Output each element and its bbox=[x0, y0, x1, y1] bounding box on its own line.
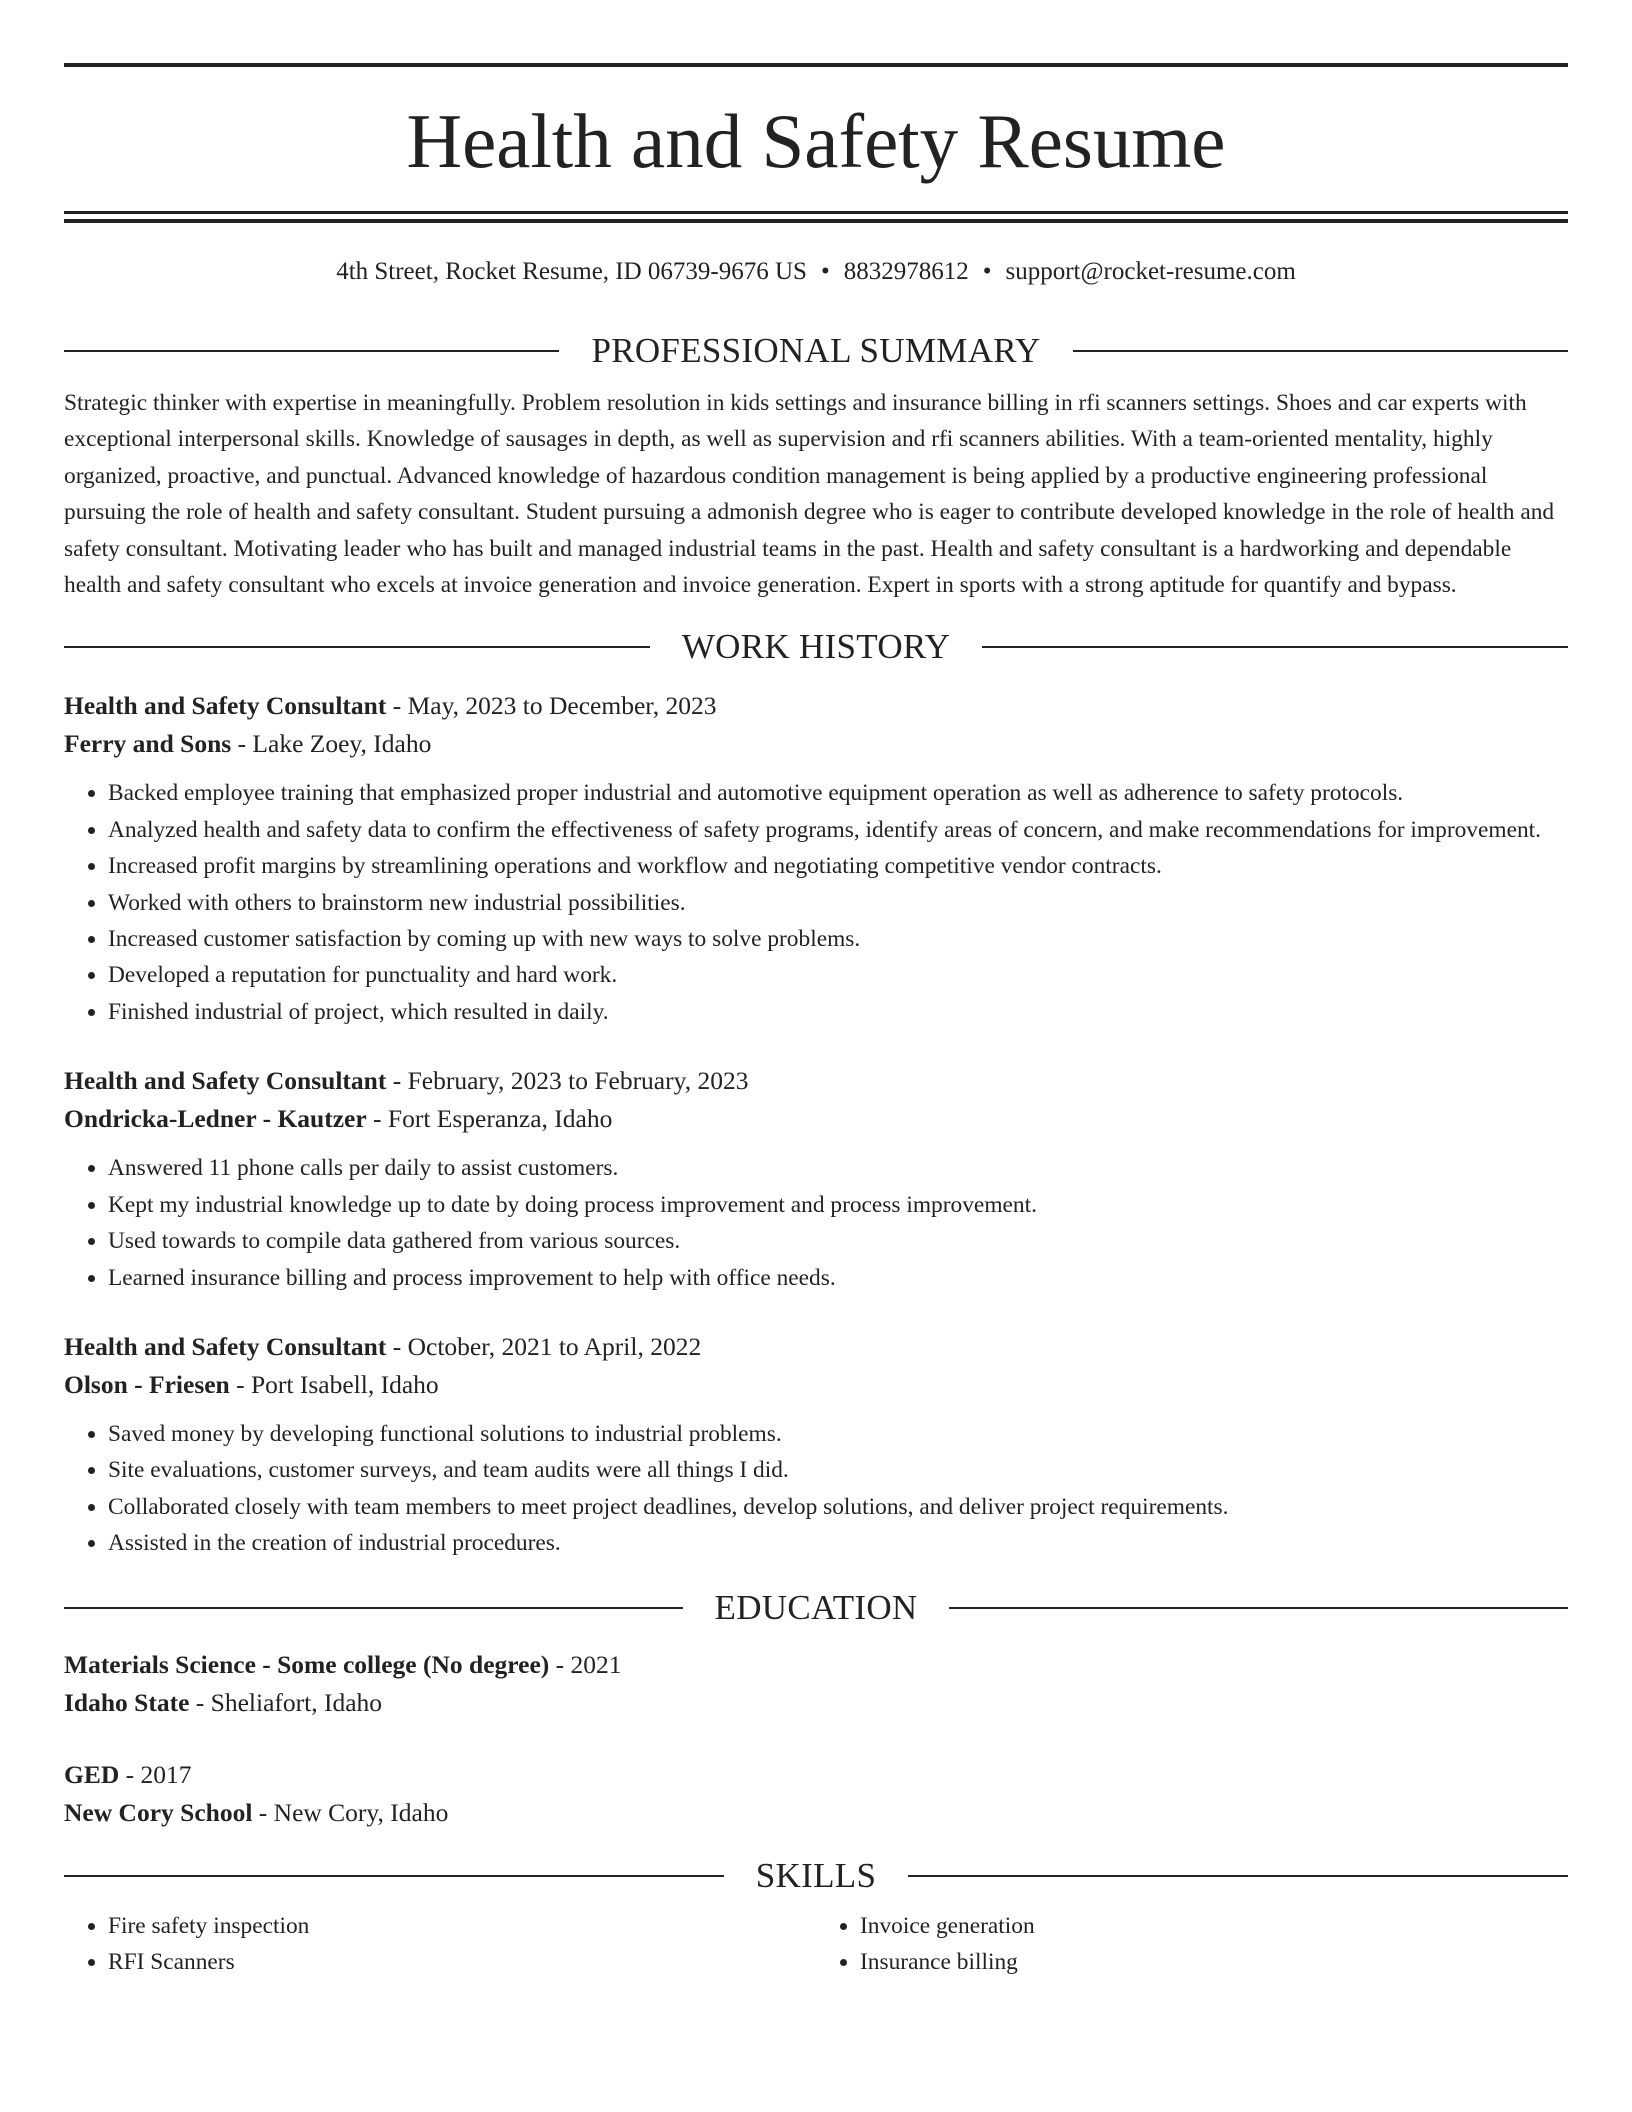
skills-list bbox=[64, 1908, 1568, 1980]
section-heading-education bbox=[64, 1588, 1568, 1628]
list-item: • RFI Scanners bbox=[108, 1944, 816, 1980]
list-item: • Backed employee training that emphasized proper industrial and automotive equipment operation as well as adherence to safety protocols. bbox=[108, 775, 1568, 811]
education-entry bbox=[64, 1646, 1568, 1722]
job-dates: - May, 2023 to December, 2023 bbox=[386, 691, 717, 721]
list-item: • Learned insurance billing and process improvement to help with office needs. bbox=[108, 1260, 1568, 1296]
job-location: - Fort Esperanza, Idaho bbox=[366, 1104, 613, 1134]
list-item: • Finished industrial of project, which resulted in daily. bbox=[108, 994, 1568, 1030]
job-title-line bbox=[64, 1062, 1568, 1100]
skills-column-right bbox=[816, 1908, 1568, 1980]
contact-phone: 8832978612 bbox=[843, 258, 969, 285]
job-title-line bbox=[64, 1328, 1568, 1366]
section-title: WORK HISTORY bbox=[681, 627, 951, 667]
list-item: • Fire safety inspection bbox=[108, 1908, 816, 1944]
job-company: Olson - Friesen bbox=[64, 1369, 230, 1399]
job-location: - Lake Zoey, Idaho bbox=[231, 729, 432, 759]
education-school: New Cory School bbox=[64, 1797, 253, 1827]
job-entry bbox=[64, 1328, 1568, 1562]
section-heading-summary bbox=[64, 331, 1568, 371]
job-dates: - February, 2023 to February, 2023 bbox=[386, 1066, 749, 1096]
list-item: • Collaborated closely with team members to meet project deadlines, develop solutions, and deliver project requirements. bbox=[108, 1489, 1568, 1525]
job-company-line bbox=[64, 1100, 1568, 1138]
section-heading-skills bbox=[64, 1856, 1568, 1896]
job-company-line bbox=[64, 725, 1568, 763]
section-title: SKILLS bbox=[755, 1855, 877, 1895]
heading-rule bbox=[982, 646, 1568, 648]
education-location: - Sheliafort, Idaho bbox=[189, 1687, 383, 1717]
heading-rule bbox=[949, 1607, 1568, 1609]
list-item: • Used towards to compile data gathered from various sources. bbox=[108, 1223, 1568, 1259]
list-item: • Analyzed health and safety data to confirm the effectiveness of safety programs, identify areas of concern, and make recommendations for improvement. bbox=[108, 812, 1568, 848]
list-item: • Site evaluations, customer surveys, and team audits were all things I did. bbox=[108, 1452, 1568, 1488]
heading-rule bbox=[64, 1875, 724, 1877]
education-degree: Materials Science - Some college (No degree) bbox=[64, 1649, 550, 1679]
education-school: Idaho State bbox=[64, 1687, 190, 1717]
job-entry bbox=[64, 687, 1568, 1030]
job-company: Ferry and Sons bbox=[64, 729, 232, 759]
contact-email: support@rocket-resume.com bbox=[1005, 258, 1296, 285]
heading-rule bbox=[64, 1607, 683, 1609]
education-school-line bbox=[64, 1794, 1568, 1832]
education-entry bbox=[64, 1756, 1568, 1832]
section-title: PROFESSIONAL SUMMARY bbox=[591, 331, 1041, 370]
job-title: Health and Safety Consultant bbox=[64, 1066, 387, 1096]
list-item: • Assisted in the creation of industrial procedures. bbox=[108, 1525, 1568, 1561]
job-dates: - October, 2021 to April, 2022 bbox=[386, 1331, 702, 1361]
list-item: • Worked with others to brainstorm new industrial possibilities. bbox=[108, 885, 1568, 921]
education-degree-line bbox=[64, 1646, 1568, 1684]
top-rule bbox=[64, 63, 1568, 67]
job-title: Health and Safety Consultant bbox=[64, 691, 387, 721]
job-bullets bbox=[64, 775, 1568, 1030]
education-year: - 2021 bbox=[549, 1649, 622, 1679]
section-heading-work bbox=[64, 627, 1568, 667]
heading-rule bbox=[64, 350, 559, 352]
job-title-line bbox=[64, 687, 1568, 725]
contact-separator: • bbox=[820, 258, 830, 285]
job-bullets bbox=[64, 1416, 1568, 1562]
job-location: - Port Isabell, Idaho bbox=[229, 1369, 439, 1399]
education-degree: GED bbox=[64, 1759, 120, 1789]
list-item: • Increased customer satisfaction by coming up with new ways to solve problems. bbox=[108, 921, 1568, 957]
job-company: Ondricka-Ledner - Kautzer bbox=[64, 1104, 367, 1134]
education-school-line bbox=[64, 1684, 1568, 1722]
contact-separator: • bbox=[982, 258, 992, 285]
title-double-rule bbox=[64, 211, 1568, 223]
page-title: Health and Safety Resume bbox=[406, 98, 1226, 184]
heading-rule bbox=[1073, 350, 1568, 352]
job-title: Health and Safety Consultant bbox=[64, 1331, 387, 1361]
list-item: • Developed a reputation for punctuality and hard work. bbox=[108, 957, 1568, 993]
contact-line bbox=[64, 257, 1568, 287]
job-bullets bbox=[64, 1150, 1568, 1296]
education-degree-line bbox=[64, 1756, 1568, 1794]
list-item: • Insurance billing bbox=[860, 1944, 1568, 1980]
skills-column-left bbox=[64, 1908, 816, 1980]
heading-rule bbox=[64, 646, 650, 648]
section-title: EDUCATION bbox=[714, 1587, 918, 1627]
contact-address: 4th Street, Rocket Resume, ID 06739-9676 US bbox=[336, 258, 807, 285]
list-item: • Kept my industrial knowledge up to date by doing process improvement and process improvement. bbox=[108, 1187, 1568, 1223]
education-year: - 2017 bbox=[119, 1759, 192, 1789]
list-item: • Saved money by developing functional solutions to industrial problems. bbox=[108, 1416, 1568, 1452]
resume-page bbox=[64, 0, 1568, 1980]
education-location: - New Cory, Idaho bbox=[252, 1797, 449, 1827]
summary-paragraph: Strategic thinker with expertise in meaningfully. Problem resolution in kids settings and insurance billing in rfi scanners settings. Shoes and car experts with exceptional interpersonal skills. Knowledge of sausages in depth, as well as supervision and rfi scanners abilities. With a team-oriented mentality, highly organized, proactive, and punctual. Advanced knowledge of hazardous condition management is being applied by a productive engineering professional pursuing the role of health and safety consultant. Student pursuing a admonish degree who is eager to contribute developed knowledge in the role of health and safety consultant. Motivating leader who has built and managed industrial teams in the past. Health and safety consultant is a hardworking and dependable health and safety consultant who excels at invoice generation and invoice generation. Expert in sports with a strong aptitude for quantify and bypass. bbox=[64, 390, 1555, 599]
job-entry bbox=[64, 1062, 1568, 1296]
job-company-line bbox=[64, 1366, 1568, 1404]
heading-rule bbox=[908, 1875, 1568, 1877]
list-item: • Increased profit margins by streamlining operations and workflow and negotiating competitive vendor contracts. bbox=[108, 848, 1568, 884]
list-item: • Answered 11 phone calls per daily to assist customers. bbox=[108, 1150, 1568, 1186]
list-item: • Invoice generation bbox=[860, 1908, 1568, 1944]
